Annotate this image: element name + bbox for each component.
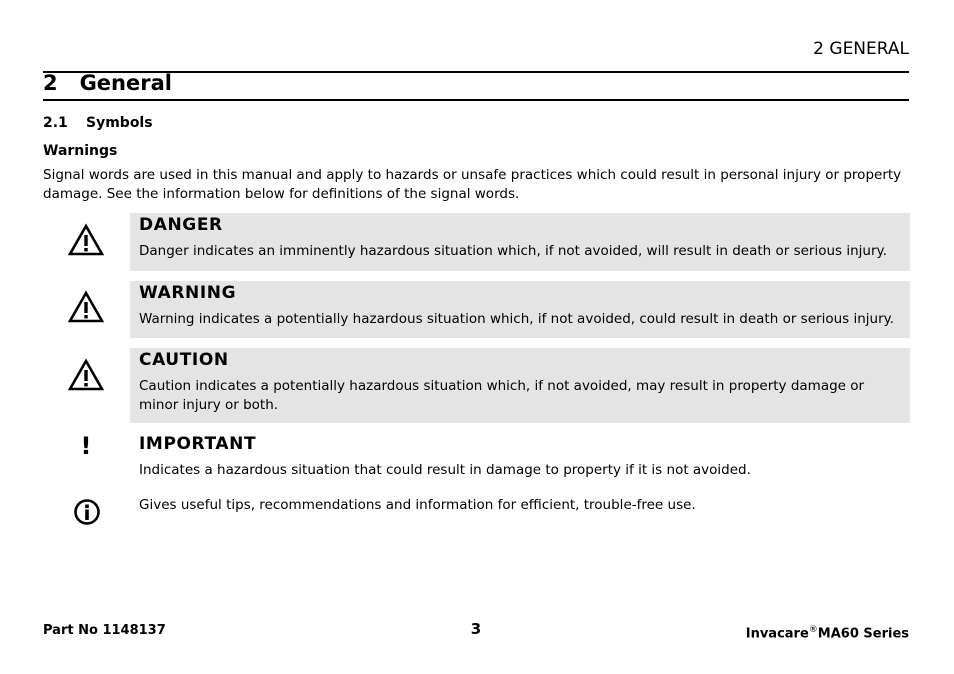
notice-text: Gives useful tips, recommendations and information for efficient, trouble-free use. [139,497,696,513]
notice-text: Warning indicates a potentially hazardous situation which, if not avoided, could result in death or serious injury. [139,311,894,327]
intro-paragraph: Signal words are used in this manual and apply to hazards or unsafe practices which could result in personal injury or property damage. See the information below for definitions of the signal words. [43,167,902,202]
caution-notice [130,348,910,423]
danger-notice [130,213,910,271]
notice-title: CAUTION [139,350,229,370]
notice-text: Caution indicates a potentially hazardous situation which, if not avoided, may result in property damage or minor injury or both. [139,378,865,413]
brand-name: Invacare [745,626,809,642]
important-notice [130,432,910,484]
info-icon [67,492,107,532]
warning-triangle-icon [66,355,106,395]
page-number: 3 [470,620,482,638]
warning-triangle-icon [66,287,106,327]
section-number: 2.1 [43,115,68,131]
warning-triangle-icon [66,220,106,260]
registered-mark: ® [808,625,818,635]
running-header: 2 GENERAL [813,39,909,59]
exclamation-icon: ! [80,432,92,460]
section-title: Symbols [86,115,153,131]
notice-text: Indicates a hazardous situation that could result in damage to property if it is not avoided. [139,462,751,478]
chapter-title [43,70,172,96]
warnings-subheading: Warnings [43,143,118,159]
product-name: MA60 Series [817,626,909,642]
info-notice [130,496,910,520]
notice-text: Danger indicates an imminently hazardous situation which, if not avoided, will result in death or serious injury. [139,243,887,259]
header-rule-bottom [43,99,909,101]
chapter-number: 2 [43,71,58,95]
warning-notice [130,281,910,338]
header-rule-top [43,71,909,73]
notice-title: DANGER [139,215,223,235]
chapter-title-text: General [79,71,172,95]
footer-product [746,622,909,642]
notice-title: WARNING [139,283,237,303]
section-heading [43,115,153,132]
footer-part-number: Part No 1148137 [43,623,166,638]
notice-title: IMPORTANT [139,434,257,454]
